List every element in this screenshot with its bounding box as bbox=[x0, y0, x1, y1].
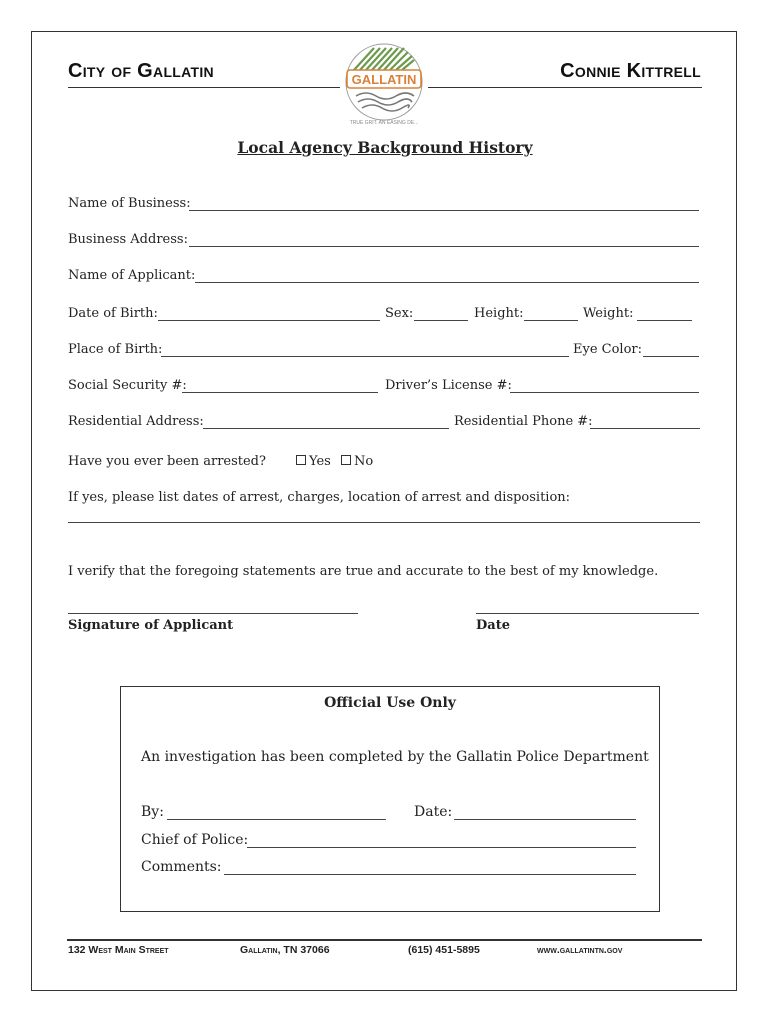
dob-label: Date of Birth: bbox=[68, 306, 158, 321]
date-label: Date bbox=[476, 618, 510, 633]
no-checkbox[interactable] bbox=[341, 455, 351, 465]
verification-statement: I verify that the foregoing statements are true and accurate to the best of my knowledge. bbox=[68, 564, 659, 579]
height-field[interactable] bbox=[524, 320, 578, 321]
by-label: By: bbox=[141, 804, 164, 820]
dl-field[interactable] bbox=[510, 392, 699, 393]
eye-color-label: Eye Color: bbox=[573, 342, 643, 357]
ssn-field[interactable] bbox=[182, 392, 378, 393]
gallatin-logo bbox=[338, 40, 430, 132]
yes-checkbox[interactable] bbox=[296, 455, 306, 465]
arrested-yes-option[interactable] bbox=[296, 454, 331, 469]
comments-label: Comments: bbox=[141, 859, 222, 875]
footer-phone: (615) 451-5895 bbox=[408, 944, 480, 956]
height-label: Height: bbox=[474, 306, 524, 321]
official-use-box bbox=[120, 686, 660, 912]
mayor-name: Connie Kittrell bbox=[560, 60, 701, 82]
logo-tagline: TRUE GRIT. AN EASING DE... bbox=[349, 120, 419, 126]
sex-label: Sex: bbox=[385, 306, 414, 321]
business-address-field[interactable] bbox=[189, 246, 699, 247]
official-use-title: Official Use Only bbox=[324, 695, 456, 711]
investigation-statement: An investigation has been completed by the Gallatin Police Department bbox=[141, 749, 649, 765]
footer-website[interactable]: www.gallatintn.gov bbox=[537, 944, 623, 956]
res-phone-label: Residential Phone #: bbox=[454, 414, 593, 429]
arrested-question: Have you ever been arrested? bbox=[68, 454, 266, 469]
chief-field[interactable] bbox=[247, 847, 636, 848]
business-address-label: Business Address: bbox=[68, 232, 188, 247]
res-address-field[interactable] bbox=[203, 428, 449, 429]
footer-address: 132 West Main Street bbox=[68, 944, 169, 956]
yes-label: Yes bbox=[309, 454, 331, 469]
pob-field[interactable] bbox=[161, 356, 569, 357]
comments-field[interactable] bbox=[224, 874, 636, 875]
header-rule-right bbox=[428, 87, 702, 88]
arrest-details-field[interactable] bbox=[68, 522, 700, 523]
pob-label: Place of Birth: bbox=[68, 342, 163, 357]
form-title: Local Agency Background History bbox=[237, 138, 533, 157]
sex-field[interactable] bbox=[414, 320, 468, 321]
logo-text: GALLATIN bbox=[351, 72, 417, 87]
header-rule-left bbox=[68, 87, 340, 88]
ssn-label: Social Security #: bbox=[68, 378, 187, 393]
by-field[interactable] bbox=[167, 819, 386, 820]
weight-label: Weight: bbox=[583, 306, 634, 321]
city-name: City of Gallatin bbox=[68, 60, 214, 82]
dob-field[interactable] bbox=[158, 320, 380, 321]
official-date-label: Date: bbox=[414, 804, 453, 820]
arrested-no-option[interactable] bbox=[341, 454, 373, 469]
official-date-field[interactable] bbox=[454, 819, 636, 820]
date-field[interactable] bbox=[476, 613, 699, 614]
dl-label: Driver’s License #: bbox=[385, 378, 512, 393]
footer-city: Gallatin, TN 37066 bbox=[240, 944, 330, 956]
no-label: No bbox=[354, 454, 374, 469]
chief-label: Chief of Police: bbox=[141, 832, 249, 848]
arrest-details-label: If yes, please list dates of arrest, charges, location of arrest and disposition: bbox=[68, 490, 571, 505]
res-phone-field[interactable] bbox=[590, 428, 700, 429]
applicant-name-field[interactable] bbox=[195, 282, 699, 283]
eye-color-field[interactable] bbox=[643, 356, 699, 357]
res-address-label: Residential Address: bbox=[68, 414, 204, 429]
footer-rule bbox=[67, 939, 702, 941]
business-name-label: Name of Business: bbox=[68, 196, 191, 211]
applicant-name-label: Name of Applicant: bbox=[68, 268, 196, 283]
signature-label: Signature of Applicant bbox=[68, 618, 234, 633]
signature-field[interactable] bbox=[68, 613, 358, 614]
business-name-field[interactable] bbox=[189, 210, 699, 211]
weight-field[interactable] bbox=[637, 320, 692, 321]
